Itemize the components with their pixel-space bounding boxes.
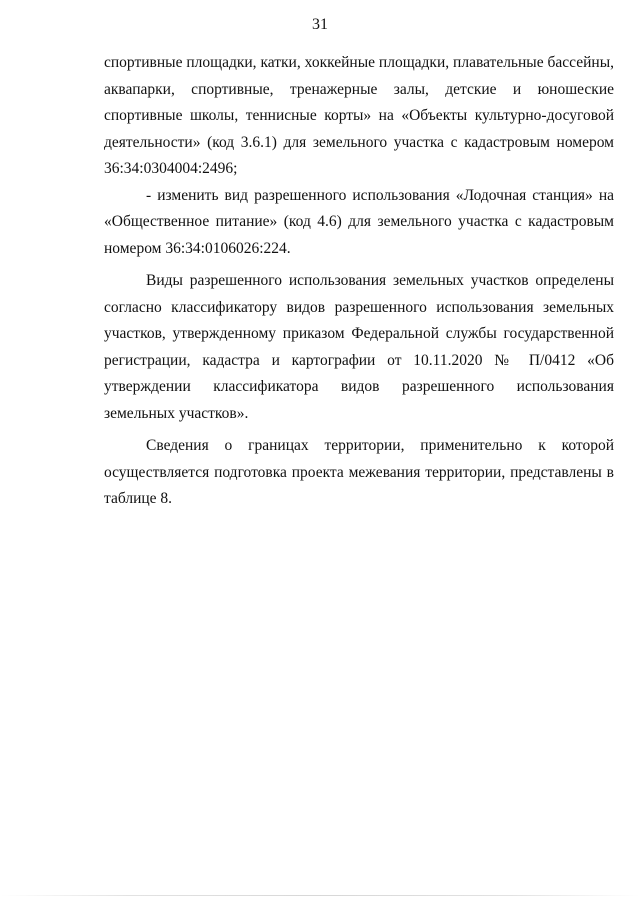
document-body — [104, 50, 614, 513]
paragraph-list-item: - изменить вид разрешенного использования «Лодочная станция» на «Общественное питание» (код 4.6) для земельного участка с кадастровым номером 36:34:0106026:224. — [104, 186, 614, 257]
paragraph-territory: Сведения о границах территории, применительно к которой осуществляется подготовка проекта межевания территории, представлены в таблице 8. — [104, 437, 614, 507]
page-number: 31 — [312, 16, 328, 33]
paragraph-classifier: Виды разрешенного использования земельных участков определены согласно классификатору видов разрешенного использования земельных участков, утвержденному приказом Федеральной службы государственной регистрации, кадастра и картографии от 10.11.2020 № П/0412 «Об утверждении классификатора видов разрешенного использования земельных участков». — [104, 272, 614, 422]
paragraph-continuation: спортивные площадки, катки, хоккейные площадки, плавательные бассейны, аквапарки, спортивные, тренажерные залы, детские и юношеские спортивные школы, теннисные корты» на «Объекты культурно-досуговой деятельности» (код 3.6.1) для земельного участка с кадастровым номером 36:34:0304004:2496; — [104, 54, 614, 177]
scan-edge-line — [0, 895, 640, 896]
